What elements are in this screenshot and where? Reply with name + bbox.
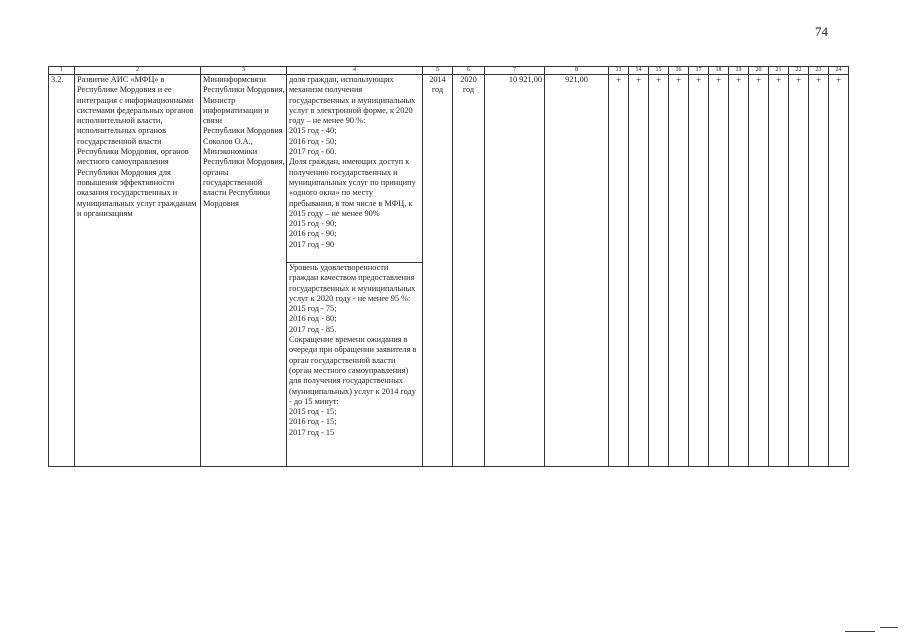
- plus-mark: +: [669, 75, 689, 467]
- description-line: Развитие АИС «МФЦ» в: [77, 75, 165, 84]
- plus-mark: +: [789, 75, 809, 467]
- start-year-cell: [423, 75, 453, 467]
- column-number: 1: [49, 67, 75, 75]
- indicator-line: для получения государственных: [289, 376, 403, 386]
- indicator-line: Уровень удовлетворенности: [289, 263, 389, 272]
- column-number: 15: [649, 67, 669, 75]
- plan-table: [48, 66, 849, 467]
- column-number: 24: [829, 67, 849, 75]
- description-line: муниципальных услуг гражданам: [77, 198, 197, 208]
- column-number: 18: [709, 67, 729, 75]
- indicator-line: орган государственной власти: [289, 355, 396, 365]
- column-number: 2: [75, 67, 201, 75]
- indicator-line: 2016 год - 90;: [289, 229, 337, 239]
- plus-mark: +: [729, 75, 749, 467]
- indicator-line: (орган местного самоуправления): [289, 365, 409, 375]
- plus-mark: +: [649, 75, 669, 467]
- description-line: интеграция с информационными: [77, 95, 194, 105]
- table-row: [49, 75, 849, 263]
- description-line: и организациям: [77, 208, 133, 218]
- indicator-line: Сокращение времени ожидания в: [289, 335, 408, 345]
- indicator-cell-1: [287, 75, 423, 263]
- executor-line: органы: [203, 167, 229, 177]
- indicator-line: пребывания, в том числе в МФЦ, к: [289, 198, 413, 208]
- indicator-line: 2015 год - 15;: [289, 407, 337, 417]
- executor-line: государственной: [203, 177, 263, 187]
- indicator-line: 2015 год - 90;: [289, 219, 337, 229]
- plus-mark: +: [689, 75, 709, 467]
- column-number: 17: [689, 67, 709, 75]
- indicator-line: 2017 год - 90: [289, 239, 335, 249]
- scan-mark: [880, 627, 898, 628]
- column-number: 22: [789, 67, 809, 75]
- measure-description: [75, 75, 201, 467]
- column-number: 16: [669, 67, 689, 75]
- indicator-line: 2017 год - 60.: [289, 147, 337, 157]
- column-number: 20: [749, 67, 769, 75]
- description-line: повышения эффективности: [77, 177, 175, 187]
- indicator-line: услуг к 2020 году - не менее 95 %:: [289, 293, 411, 303]
- description-line: Республике Мордовия и ее: [77, 85, 172, 95]
- description-line: Республики Мордовия для: [77, 167, 171, 177]
- executor-line: власти Республики: [203, 188, 271, 198]
- executor-line: Мордовия: [203, 198, 239, 208]
- description-line: оказания государственных и: [77, 188, 178, 198]
- indicator-line: 2016 год - 15;: [289, 417, 337, 427]
- scan-mark: [845, 631, 875, 632]
- executor-line: Республики Мордовия,: [203, 85, 285, 95]
- indicator-line: муниципальных услуг по принципу: [289, 177, 416, 187]
- executor-line: связи: [203, 116, 223, 126]
- indicator-line: «одного окна» по месту: [289, 188, 373, 198]
- amount-total: 10 921,00: [485, 75, 545, 467]
- indicator-line: государственных и муниципальных: [289, 95, 416, 105]
- indicator-line: 2017 год - 15: [289, 427, 335, 437]
- column-number: 5: [423, 67, 453, 75]
- indicator-line: Доля граждан, имеющих доступ к: [289, 157, 410, 167]
- indicator-line: (муниципальных) услуг к 2014 году: [289, 386, 416, 396]
- executor-line: Минэкономики: [203, 147, 258, 157]
- indicator-line: 2016 год - 50;: [289, 136, 337, 146]
- column-number: 19: [729, 67, 749, 75]
- indicator-line: граждан качеством предоставления: [289, 273, 415, 283]
- column-number: 6: [453, 67, 485, 75]
- description-line: Республики Мордовия, органов: [77, 147, 189, 157]
- description-line: исполнительной власти,: [77, 116, 163, 126]
- column-number: 7: [485, 67, 545, 75]
- indicator-line: 2016 год - 80;: [289, 314, 337, 324]
- description-line: системами федеральных органов: [77, 105, 194, 115]
- column-number: 8: [545, 67, 609, 75]
- indicator-line: 2017 год - 85.: [289, 324, 337, 334]
- plus-mark: +: [769, 75, 789, 467]
- plus-mark: +: [829, 75, 849, 467]
- indicator-line: получению государственных и: [289, 167, 398, 177]
- indicator-cell-2: [287, 263, 423, 467]
- executor-cell: [201, 75, 287, 467]
- end-year-unit: год: [462, 85, 475, 95]
- plus-mark: +: [609, 75, 629, 467]
- column-number: 3: [201, 67, 287, 75]
- column-number: 23: [809, 67, 829, 75]
- plus-mark: +: [629, 75, 649, 467]
- description-line: местного самоуправления: [77, 157, 169, 167]
- indicator-line: - до 15 минут:: [289, 396, 339, 406]
- indicator-line: государственных и муниципальных: [289, 283, 416, 293]
- executor-line: Соколов О.А.,: [203, 136, 253, 146]
- row-number: 3.2.: [49, 75, 75, 467]
- plus-mark: +: [809, 75, 829, 467]
- executor-line: Министр: [203, 95, 236, 105]
- executor-line: Республики Мордовия,: [203, 157, 285, 167]
- indicator-line: услуг в электронной форме, к 2020: [289, 105, 413, 115]
- executor-line: Мининформсвязи: [203, 75, 266, 84]
- executor-line: информатизации и: [203, 105, 269, 115]
- indicator-line: очереди при обращении заявителя в: [289, 345, 417, 355]
- column-number: 4: [287, 67, 423, 75]
- plus-mark: +: [749, 75, 769, 467]
- column-number: 13: [609, 67, 629, 75]
- indicator-line: доля граждан, использующих: [289, 75, 394, 84]
- executor-line: Республики Мордовия: [203, 126, 283, 136]
- column-number: 14: [629, 67, 649, 75]
- page-number: 74: [815, 24, 828, 39]
- start-year-unit: год: [431, 85, 444, 95]
- description-line: государственной власти: [77, 136, 162, 146]
- start-year: 2014: [429, 75, 446, 84]
- end-year: 2020: [460, 75, 477, 84]
- indicator-line: механизм получения: [289, 85, 363, 95]
- description-line: исполнительных органов: [77, 126, 166, 136]
- indicator-line: 2015 году – не менее 90%: [289, 208, 380, 218]
- amount-column-8: 921,00: [545, 75, 609, 467]
- end-year-cell: [453, 75, 485, 467]
- column-number: 21: [769, 67, 789, 75]
- indicator-line: году – не менее 90 %:: [289, 116, 366, 126]
- indicator-line: 2015 год - 40;: [289, 126, 337, 136]
- column-number-row: [49, 67, 849, 75]
- indicator-line: 2015 год - 75;: [289, 304, 337, 314]
- plus-mark: +: [709, 75, 729, 467]
